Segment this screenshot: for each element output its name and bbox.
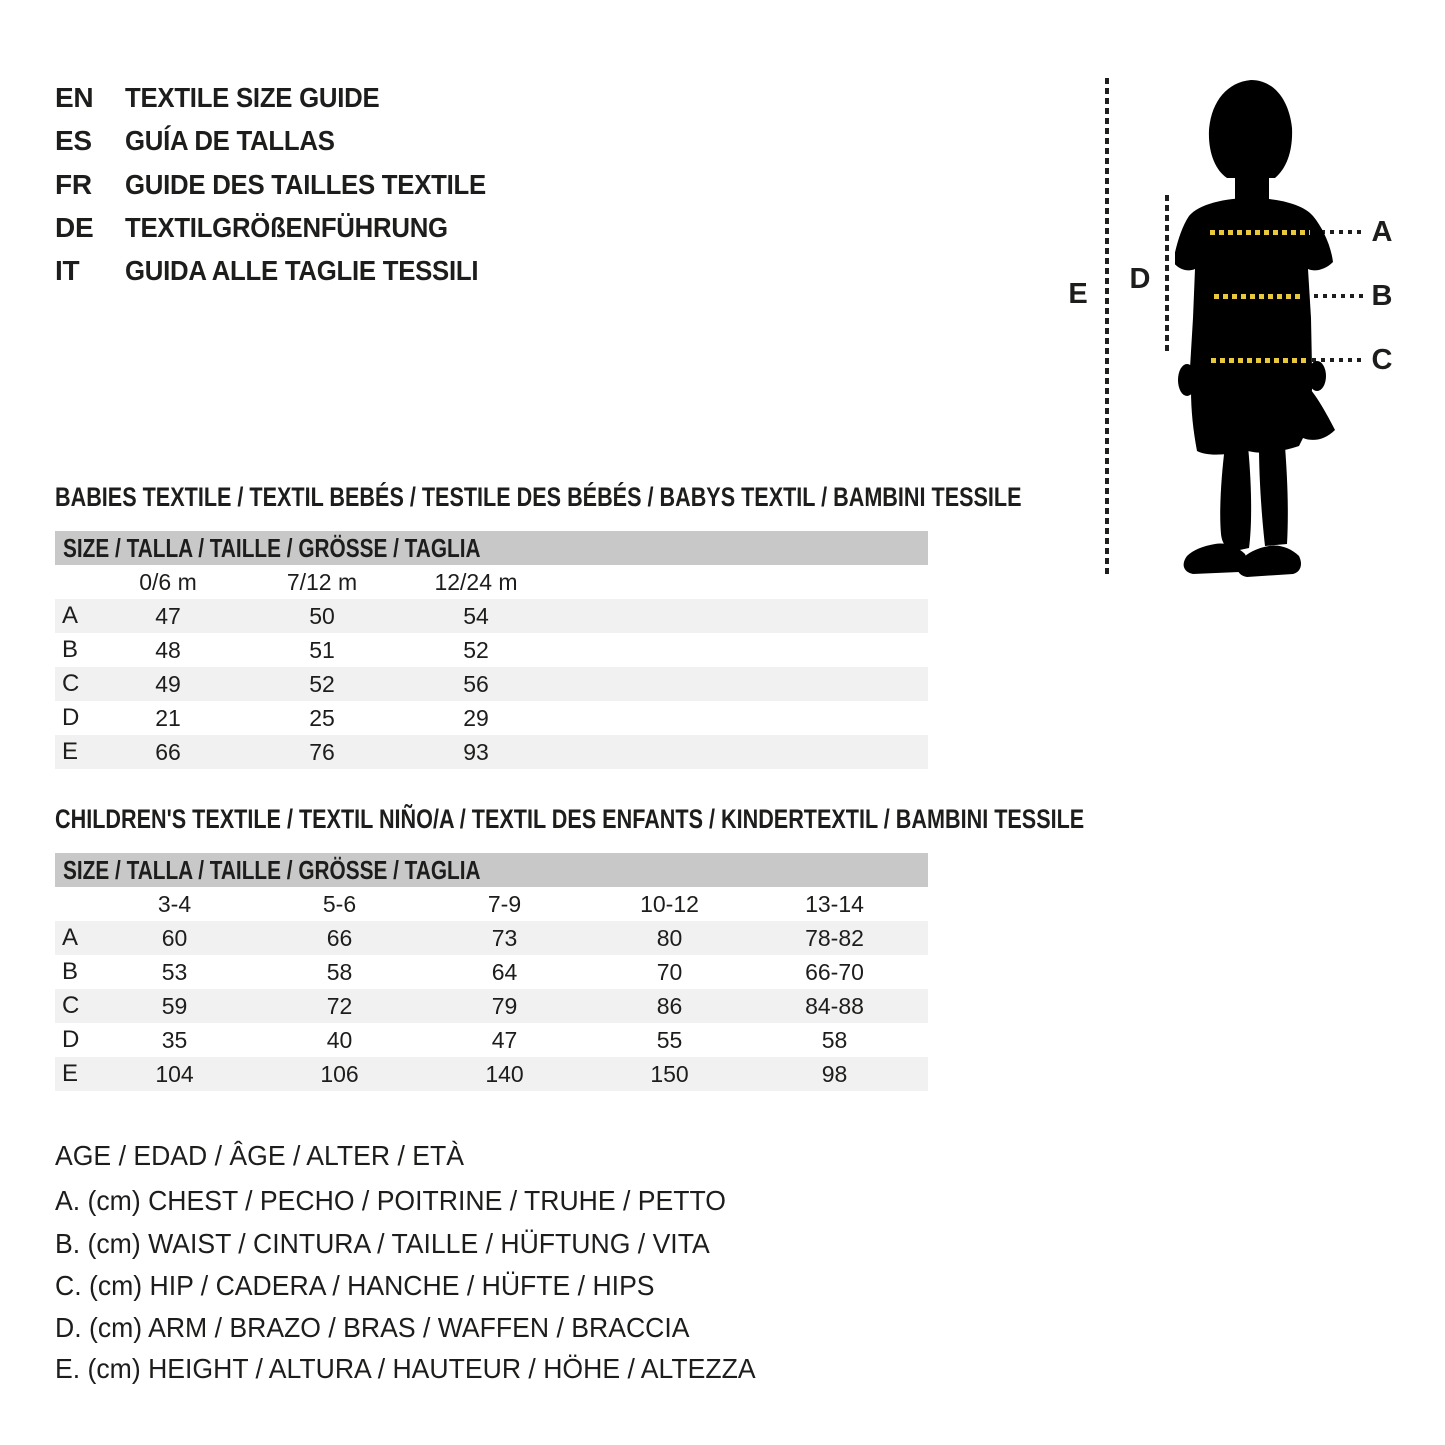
filler-cell	[553, 599, 928, 633]
column-header-row	[55, 887, 928, 921]
language-title: GUIDA ALLE TAGLIE TESSILI	[125, 255, 479, 286]
filler-cell	[917, 1023, 928, 1057]
value-cell: 72	[326, 993, 353, 1019]
arm-line-d	[1165, 195, 1169, 353]
column-header: 7/12 m	[286, 569, 358, 595]
children-table-title: CHILDREN'S TEXTILE / TEXTIL NIÑO/A / TEXTIL DES ENFANTS / KINDERTEXTIL / BAMBINI TESSILE	[55, 804, 1085, 834]
table-row	[55, 735, 928, 769]
row-label: B	[62, 636, 79, 663]
column-header: 12/24 m	[434, 569, 518, 595]
filler-cell	[553, 633, 928, 667]
value-cell: 40	[326, 1027, 353, 1053]
column-header: 3-4	[157, 891, 192, 917]
figure-label-a: A	[1371, 216, 1393, 248]
column-header: 0/6 m	[139, 569, 197, 595]
value-cell: 93	[463, 739, 489, 765]
babies-table-title: BABIES TEXTILE / TEXTIL BEBÉS / TESTILE DES BÉBÉS / BABYS TEXTIL / BAMBINI TESSILE	[55, 482, 1022, 512]
value-cell: 49	[155, 671, 181, 697]
table-row	[55, 667, 928, 701]
legend-line-chest: A. (cm) CHEST / PECHO / POITRINE / TRUHE / PETTO	[55, 1185, 726, 1216]
figure-label-d: D	[1129, 263, 1151, 295]
value-cell: 73	[491, 925, 518, 951]
size-header-bar: SIZE / TALLA / TAILLE / GRÖSSE / TAGLIA	[55, 531, 928, 565]
value-cell: 25	[309, 705, 335, 731]
column-header: 5-6	[322, 891, 357, 917]
value-cell: 52	[309, 671, 335, 697]
filler-cell	[553, 701, 928, 735]
value-cell: 64	[491, 959, 518, 985]
language-title: GUÍA DE TALLAS	[125, 125, 335, 156]
value-cell: 50	[309, 603, 335, 629]
figure-label-c: C	[1371, 344, 1393, 376]
language-code: EN	[55, 82, 94, 113]
language-code: ES	[55, 125, 92, 156]
waist-line-b-yellow	[1214, 294, 1303, 299]
filler-cell	[917, 955, 928, 989]
row-label: D	[62, 704, 80, 731]
table-row	[55, 1057, 928, 1091]
value-cell: 35	[161, 1027, 188, 1053]
legend-line-hip: C. (cm) HIP / CADERA / HANCHE / HÜFTE / HIPS	[55, 1270, 655, 1301]
row-label: C	[62, 992, 80, 1019]
table-row	[55, 955, 928, 989]
language-code: FR	[55, 169, 92, 200]
row-label: B	[62, 958, 79, 985]
value-cell: 150	[650, 1061, 689, 1087]
value-cell: 48	[155, 637, 181, 663]
table-row	[55, 989, 928, 1023]
value-cell: 21	[155, 705, 181, 731]
filler-cell	[553, 667, 928, 701]
filler-cell	[917, 1057, 928, 1091]
corner-cell	[55, 887, 92, 921]
column-header-row	[55, 565, 928, 599]
size-header-bar: SIZE / TALLA / TAILLE / GRÖSSE / TAGLIA	[55, 853, 928, 887]
legend-line-age: AGE / EDAD / ÂGE / ALTER / ETÀ	[55, 1140, 464, 1171]
value-cell: 47	[491, 1027, 518, 1053]
column-header: 10-12	[640, 891, 699, 917]
legend-line-arm: D. (cm) ARM / BRAZO / BRAS / WAFFEN / BRACCIA	[55, 1312, 690, 1343]
value-cell: 70	[656, 959, 683, 985]
language-title: TEXTILE SIZE GUIDE	[125, 82, 380, 113]
legend-line-waist: B. (cm) WAIST / CINTURA / TAILLE / HÜFTUNG / VITA	[55, 1228, 710, 1259]
language-code: DE	[55, 212, 94, 243]
row-label: A	[62, 924, 79, 951]
value-cell: 51	[309, 637, 335, 663]
value-cell: 78-82	[805, 925, 864, 951]
legend-line-height: E. (cm) HEIGHT / ALTURA / HAUTEUR / HÖHE / ALTEZZA	[55, 1353, 756, 1384]
filler-cell	[553, 565, 928, 599]
filler-cell	[917, 989, 928, 1023]
row-label: A	[62, 602, 79, 629]
value-cell: 60	[161, 925, 188, 951]
child-silhouette	[1175, 78, 1347, 578]
value-cell: 29	[463, 705, 489, 731]
value-cell: 98	[821, 1061, 848, 1087]
value-cell: 106	[320, 1061, 359, 1087]
value-cell: 104	[155, 1061, 194, 1087]
chest-line-a-yellow	[1210, 230, 1310, 235]
value-cell: 58	[821, 1027, 848, 1053]
value-cell: 54	[463, 603, 489, 629]
value-cell: 56	[463, 671, 489, 697]
table-row	[55, 599, 928, 633]
value-cell: 47	[155, 603, 181, 629]
table-row	[55, 1023, 928, 1057]
value-cell: 76	[309, 739, 335, 765]
table-row	[55, 701, 928, 735]
value-cell: 66	[326, 925, 353, 951]
value-cell: 86	[656, 993, 683, 1019]
value-cell: 53	[161, 959, 188, 985]
figure-label-b: B	[1371, 280, 1393, 312]
column-header: 7-9	[487, 891, 522, 917]
value-cell: 66	[155, 739, 181, 765]
value-cell: 59	[161, 993, 188, 1019]
language-title: TEXTILGRÖßENFÜHRUNG	[125, 212, 448, 243]
filler-cell	[553, 735, 928, 769]
hip-line-c-yellow	[1211, 358, 1310, 363]
row-label: E	[62, 738, 79, 765]
value-cell: 58	[326, 959, 353, 985]
table-row	[55, 633, 928, 667]
filler-cell	[917, 887, 928, 921]
value-cell: 140	[485, 1061, 524, 1087]
row-label: E	[62, 1060, 79, 1087]
row-label: C	[62, 670, 80, 697]
value-cell: 52	[463, 637, 489, 663]
value-cell: 79	[491, 993, 518, 1019]
children-table	[55, 853, 928, 1091]
value-cell: 55	[656, 1027, 683, 1053]
corner-cell	[55, 565, 91, 599]
language-code: IT	[55, 255, 80, 286]
column-header: 13-14	[805, 891, 864, 917]
language-title: GUIDE DES TAILLES TEXTILE	[125, 169, 486, 200]
value-cell: 66-70	[805, 959, 864, 985]
value-cell: 80	[656, 925, 683, 951]
babies-table	[55, 531, 928, 769]
value-cell: 84-88	[805, 993, 864, 1019]
filler-cell	[917, 921, 928, 955]
row-label: D	[62, 1026, 80, 1053]
figure-label-e: E	[1068, 278, 1088, 310]
table-row	[55, 921, 928, 955]
